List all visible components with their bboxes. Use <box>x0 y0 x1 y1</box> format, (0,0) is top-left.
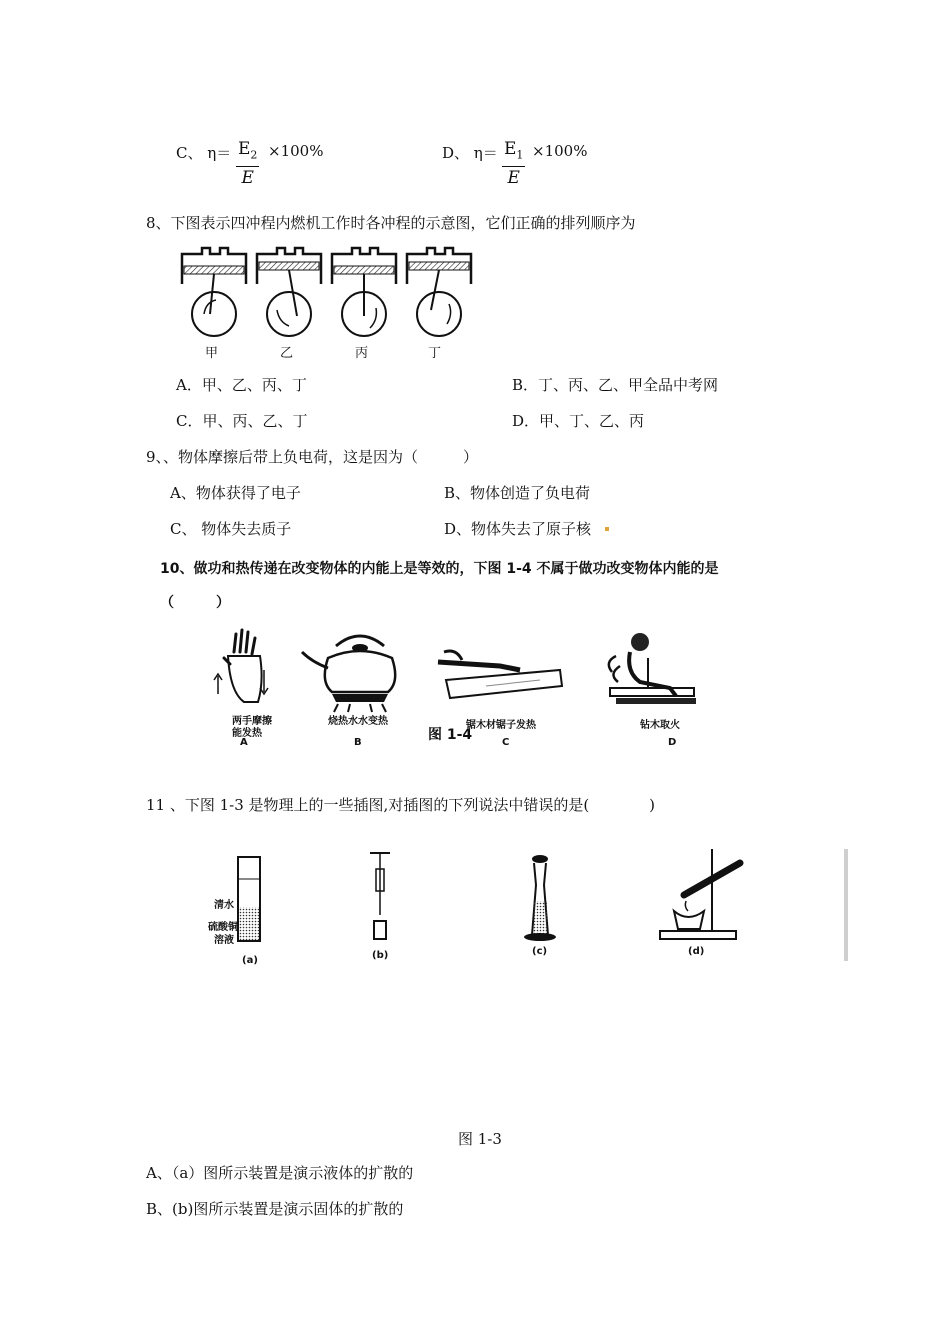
q10-caption-b: 烧热水水变热 <box>328 716 388 727</box>
q11-stem: 11 、下图 1-3 是物理上的一些插图,对插图的下列说法中错误的是( ) <box>146 796 656 814</box>
glass-tube-icon <box>524 855 556 941</box>
q7-d-suffix: ×100% <box>532 142 588 160</box>
q11-label-solution-2: 溶液 <box>214 935 234 946</box>
q7-d-prefix: D、 η＝ <box>442 144 498 162</box>
q10-caption-c: 锯木材锯子发热 <box>466 720 536 731</box>
q11-label-c: (c) <box>532 946 548 957</box>
q8-option-c[interactable]: C．甲、丙、乙、丁 <box>176 412 308 430</box>
q11-label-b: (b) <box>372 950 389 961</box>
q10-letter-b: B <box>354 737 362 748</box>
engine-ding <box>407 248 471 336</box>
engine-label-yi: 乙 <box>280 346 294 361</box>
engine-yi <box>257 248 321 336</box>
q10-caption-d: 钻木取火 <box>640 720 680 731</box>
heating-stand-icon <box>660 849 740 939</box>
q11-label-d: (d) <box>688 946 705 957</box>
q10-caption-a-1: 两手摩擦 <box>232 716 272 727</box>
q9-option-d[interactable]: D、物体失去了原子核 <box>444 520 592 538</box>
q9-stem: 9、、物体摩擦后带上负电荷，这是因为（ ） <box>146 448 479 466</box>
q10-paren: （ ） <box>160 595 230 611</box>
q9-option-a[interactable]: A、物体获得了电子 <box>170 484 301 502</box>
q10-stem: 10、做功和热传递在改变物体的内能上是等效的，下图 1-4 不属于做功改变物体内能的是 <box>160 561 719 577</box>
q11-option-a[interactable]: A、（a）图所示装置是演示液体的扩散的 <box>146 1164 414 1182</box>
engine-jia <box>182 248 246 336</box>
q7-d-fraction: $\frac{E_1}{E}$ <box>504 139 524 189</box>
engine-bing <box>332 248 396 336</box>
q8-option-d[interactable]: D．甲、丁、乙、丙 <box>512 412 645 430</box>
engine-label-bing: 丙 <box>355 346 369 361</box>
q9-option-b[interactable]: B、物体创造了负电荷 <box>444 484 591 502</box>
q11-option-b[interactable]: B、(b)图所示装置是演示固体的扩散的 <box>146 1200 404 1218</box>
q10-letter-c: C <box>502 737 510 748</box>
engine-label-ding: 丁 <box>428 346 442 361</box>
fire-drill-icon <box>609 633 696 704</box>
q7-c-prefix: C、 η＝ <box>176 144 232 162</box>
q8-stem: 8、下图表示四冲程内燃机工作时各冲程的示意图，它们正确的排列顺序为 <box>146 214 636 232</box>
q9-option-c[interactable]: C、 物体失去质子 <box>170 520 292 538</box>
q11-figure-title: 图 1-3 <box>458 1130 502 1148</box>
saw-icon <box>438 651 562 698</box>
q7-c-fraction: $\frac{E_2}{E}$ <box>238 139 258 189</box>
q7-c-suffix: ×100% <box>268 142 324 160</box>
q10-letter-a: A <box>240 737 248 748</box>
hands-icon <box>214 630 268 702</box>
q11-label-water: 清水 <box>214 900 234 911</box>
engine-diagrams <box>175 244 475 344</box>
orange-dot <box>605 527 609 531</box>
kettle-icon <box>302 636 395 712</box>
q10-figure-title: 图 1-4 <box>428 727 473 743</box>
q11-figure <box>200 845 860 965</box>
q8-option-a[interactable]: A．甲、乙、丙、丁 <box>176 376 307 394</box>
q11-label-solution-1: 硫酸铜 <box>208 922 238 933</box>
q8-option-b[interactable]: B．丁、丙、乙、甲全品中考网 <box>512 376 719 394</box>
diffusion-cylinder-icon <box>238 857 260 941</box>
hanging-weight-icon <box>370 853 390 939</box>
q10-caption-a-2: 能发热 <box>232 728 262 739</box>
q11-label-a: (a) <box>242 955 258 966</box>
engine-label-jia: 甲 <box>205 346 219 361</box>
q10-letter-d: D <box>668 737 677 748</box>
